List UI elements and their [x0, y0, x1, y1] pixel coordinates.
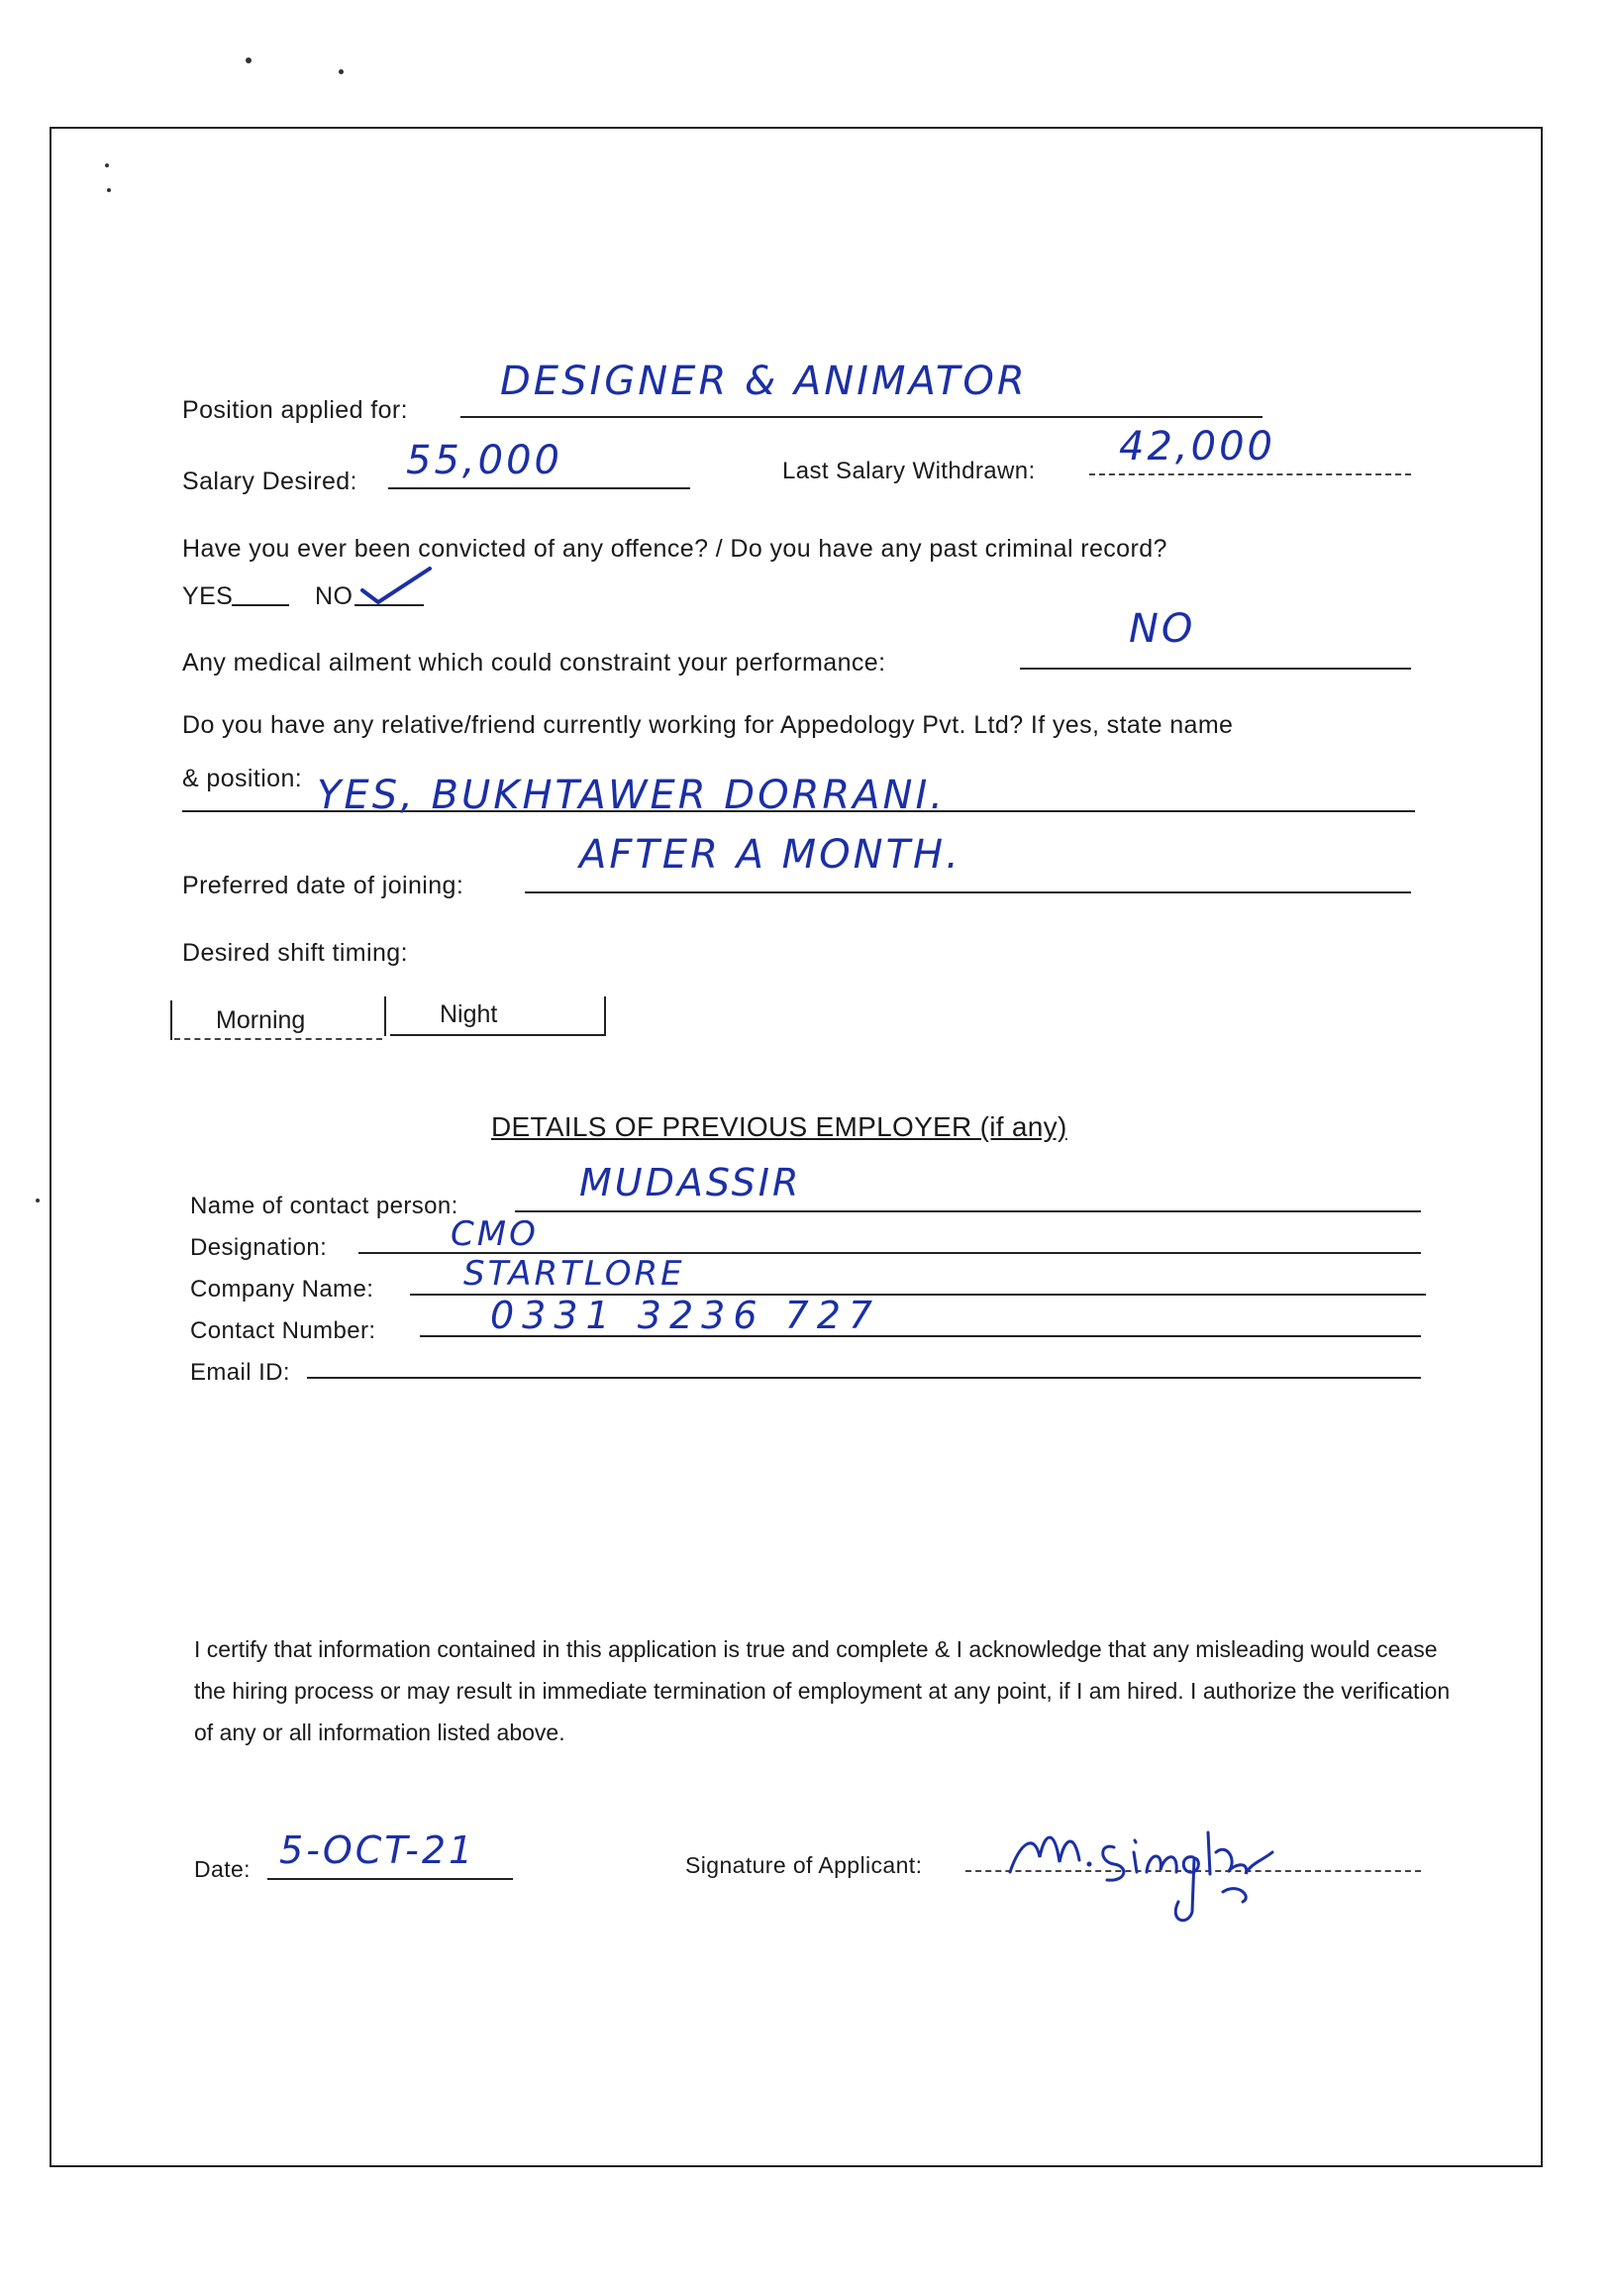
contact-person-line[interactable] [515, 1210, 1421, 1212]
shift-morning-blank[interactable] [174, 1038, 382, 1040]
designation-label: Designation: [190, 1234, 328, 1261]
yes-label: YES [182, 582, 234, 610]
salary-desired-line[interactable] [388, 487, 690, 489]
joining-value[interactable]: AFTER A MONTH. [579, 832, 961, 878]
medical-label: Any medical ailment which could constraint your performance: [182, 649, 886, 677]
previous-employer-heading: DETAILS OF PREVIOUS EMPLOYER (if any) [491, 1111, 1067, 1142]
medical-line[interactable] [1020, 668, 1411, 670]
shift-label: Desired shift timing: [182, 939, 408, 967]
applicant-signature-icon [990, 1803, 1287, 1931]
contact-number-value[interactable]: 0331 3236 727 [490, 1294, 881, 1337]
company-name-value[interactable]: STARTLORE [463, 1254, 685, 1294]
no-checkmark-icon [356, 565, 436, 604]
shift-night-blank[interactable] [390, 1034, 604, 1036]
scan-speck [246, 57, 252, 63]
last-salary-label: Last Salary Withdrawn: [782, 458, 1036, 484]
shift-bracket-left [170, 1000, 172, 1040]
no-label: NO [315, 582, 354, 610]
no-blank[interactable] [354, 604, 424, 606]
email-label: Email ID: [190, 1359, 290, 1386]
shift-option-morning[interactable]: Morning [216, 1006, 306, 1034]
contact-person-label: Name of contact person: [190, 1193, 458, 1219]
certification-text: I certify that information contained in this application is true and complete & I acknowledge that any misleading would cease the hiring process or may result in immediate termination of employment at any point, if I am hired. I authorize the verification of any or all information listed above. [194, 1636, 1451, 1745]
last-salary-value[interactable]: 42,000 [1119, 424, 1275, 470]
contact-number-label: Contact Number: [190, 1317, 376, 1344]
date-line[interactable] [267, 1878, 513, 1880]
joining-line[interactable] [525, 891, 1411, 893]
shift-bracket-right [604, 996, 606, 1036]
shift-option-night[interactable]: Night [440, 1000, 498, 1028]
scan-speck [36, 1199, 40, 1202]
salary-desired-label: Salary Desired: [182, 468, 357, 495]
designation-value[interactable]: CMO [451, 1214, 539, 1254]
relative-position-label: & position: [182, 765, 303, 792]
joining-label: Preferred date of joining: [182, 872, 464, 899]
company-name-label: Company Name: [190, 1276, 374, 1303]
last-salary-line[interactable] [1089, 473, 1411, 475]
scan-speck [339, 69, 344, 74]
salary-desired-value[interactable]: 55,000 [406, 438, 562, 483]
email-line[interactable] [307, 1377, 1421, 1379]
position-line[interactable] [460, 416, 1263, 418]
relative-value[interactable]: YES, BUKHTAWER DORRANI. [317, 773, 946, 818]
contact-person-value[interactable]: MUDASSIR [579, 1161, 802, 1204]
yes-blank[interactable] [232, 604, 289, 606]
position-value[interactable]: DESIGNER & ANIMATOR [500, 359, 1028, 404]
medical-value[interactable]: NO [1129, 606, 1196, 652]
date-label: Date: [194, 1856, 251, 1882]
position-label: Position applied for: [182, 396, 408, 424]
signature-label: Signature of Applicant: [685, 1852, 923, 1878]
relative-question: Do you have any relative/friend currently working for Appedology Pvt. Ltd? If yes, state name [182, 711, 1234, 739]
date-value[interactable]: 5-OCT-21 [279, 1828, 476, 1872]
shift-bracket-mid [384, 996, 386, 1036]
criminal-question: Have you ever been convicted of any offence? / Do you have any past criminal record? [182, 535, 1167, 563]
